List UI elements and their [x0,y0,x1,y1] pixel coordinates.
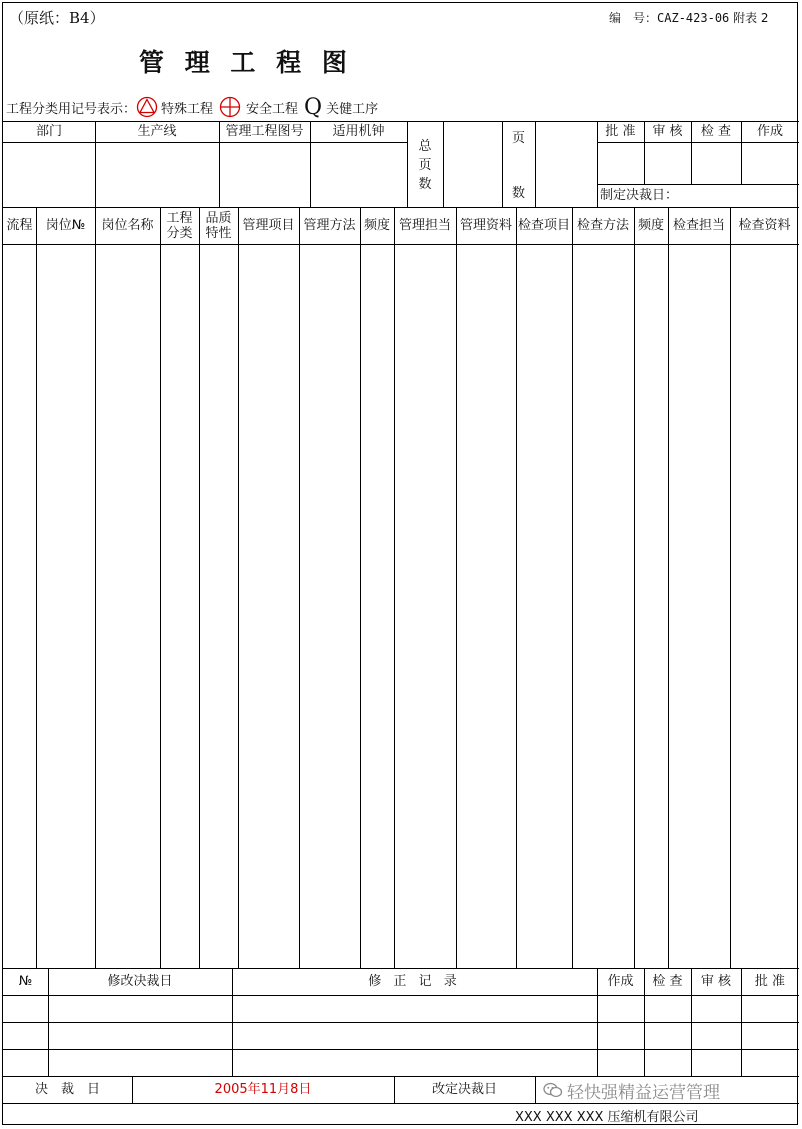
legend [6,95,378,119]
production-line-header: 生产线 [137,124,177,139]
wechat-icon [543,1082,563,1098]
col-control-method: 管理方法 [303,218,356,233]
document-number [609,9,769,26]
prepare-header: 作成 [756,124,783,139]
legend-label-special: 特殊工程 [161,101,214,117]
revision-approve-header: 批 准 [754,974,786,989]
triangle-in-circle-icon [136,96,158,118]
crossed-circle-icon [219,96,241,118]
decision-date-label: 决 裁 日 [34,1082,100,1097]
watermark [543,1079,720,1101]
col-inspection-method: 检查方法 [576,218,629,233]
revision-prepare-header: 作成 [607,974,634,989]
page-title: 管 理 工 程 图 [139,48,353,77]
approve-header: 批 准 [605,124,636,139]
q-letter-icon: Q [304,94,323,120]
col-flow: 流程 [6,218,33,233]
col-process-category: 工程 分类 [166,210,193,241]
doc-number-label: 编 号： [609,11,658,25]
revised-decision-date-label: 改定决裁日 [431,1082,497,1097]
drawing-number-header: 管理工程图号 [225,124,304,139]
col-control-owner: 管理担当 [398,218,451,233]
doc-number-value: CAZ-423-06 [657,11,730,25]
decision-date-value: 2005年11月8日 [214,1082,312,1097]
applicable-model-header: 适用机钟 [332,124,385,139]
total-pages-label: 总 页 数 [418,138,432,192]
legend-label-safety: 安全工程 [246,101,299,117]
page-number-label: 页 数 [511,131,525,201]
review-header: 审 核 [652,124,683,139]
col-inspection-docs: 检查资料 [738,218,791,233]
paper-size-note: （原纸：B4） [9,9,105,27]
col-inspection-owner: 检查担当 [672,218,725,233]
col-inspection-frequency: 频度 [637,218,664,233]
col-control-item: 管理项目 [242,218,295,233]
revision-review-header: 审 核 [700,974,732,989]
col-control-docs: 管理资料 [459,218,512,233]
revision-record-header: 修 正 记 录 [368,974,461,989]
col-inspection-item: 检查项目 [517,218,570,233]
col-control-frequency: 频度 [363,218,390,233]
watermark-text: 轻快强精益运营管理 [567,1082,720,1103]
col-quality-feature: 品质 特性 [205,210,232,241]
decision-date-field[interactable]: 制定决裁日： [600,188,679,203]
revision-check-header: 检 查 [652,974,683,989]
legend-label-key: 关健工序 [326,101,379,117]
check-header: 检 查 [700,124,732,139]
col-post-no: 岗位№ [45,218,86,233]
legend-intro: 工程分类用记号表示： [6,101,137,117]
revision-date-header: 修改决裁日 [107,974,173,989]
revision-no-header: № [18,974,33,989]
company-name: XXX XXX XXX 压缩机有限公司 [515,1110,699,1125]
department-header: 部门 [35,124,62,139]
attachment-label: 附表 2 [733,11,769,25]
form-page [2,2,798,1125]
col-post-name: 岗位名称 [101,218,154,233]
